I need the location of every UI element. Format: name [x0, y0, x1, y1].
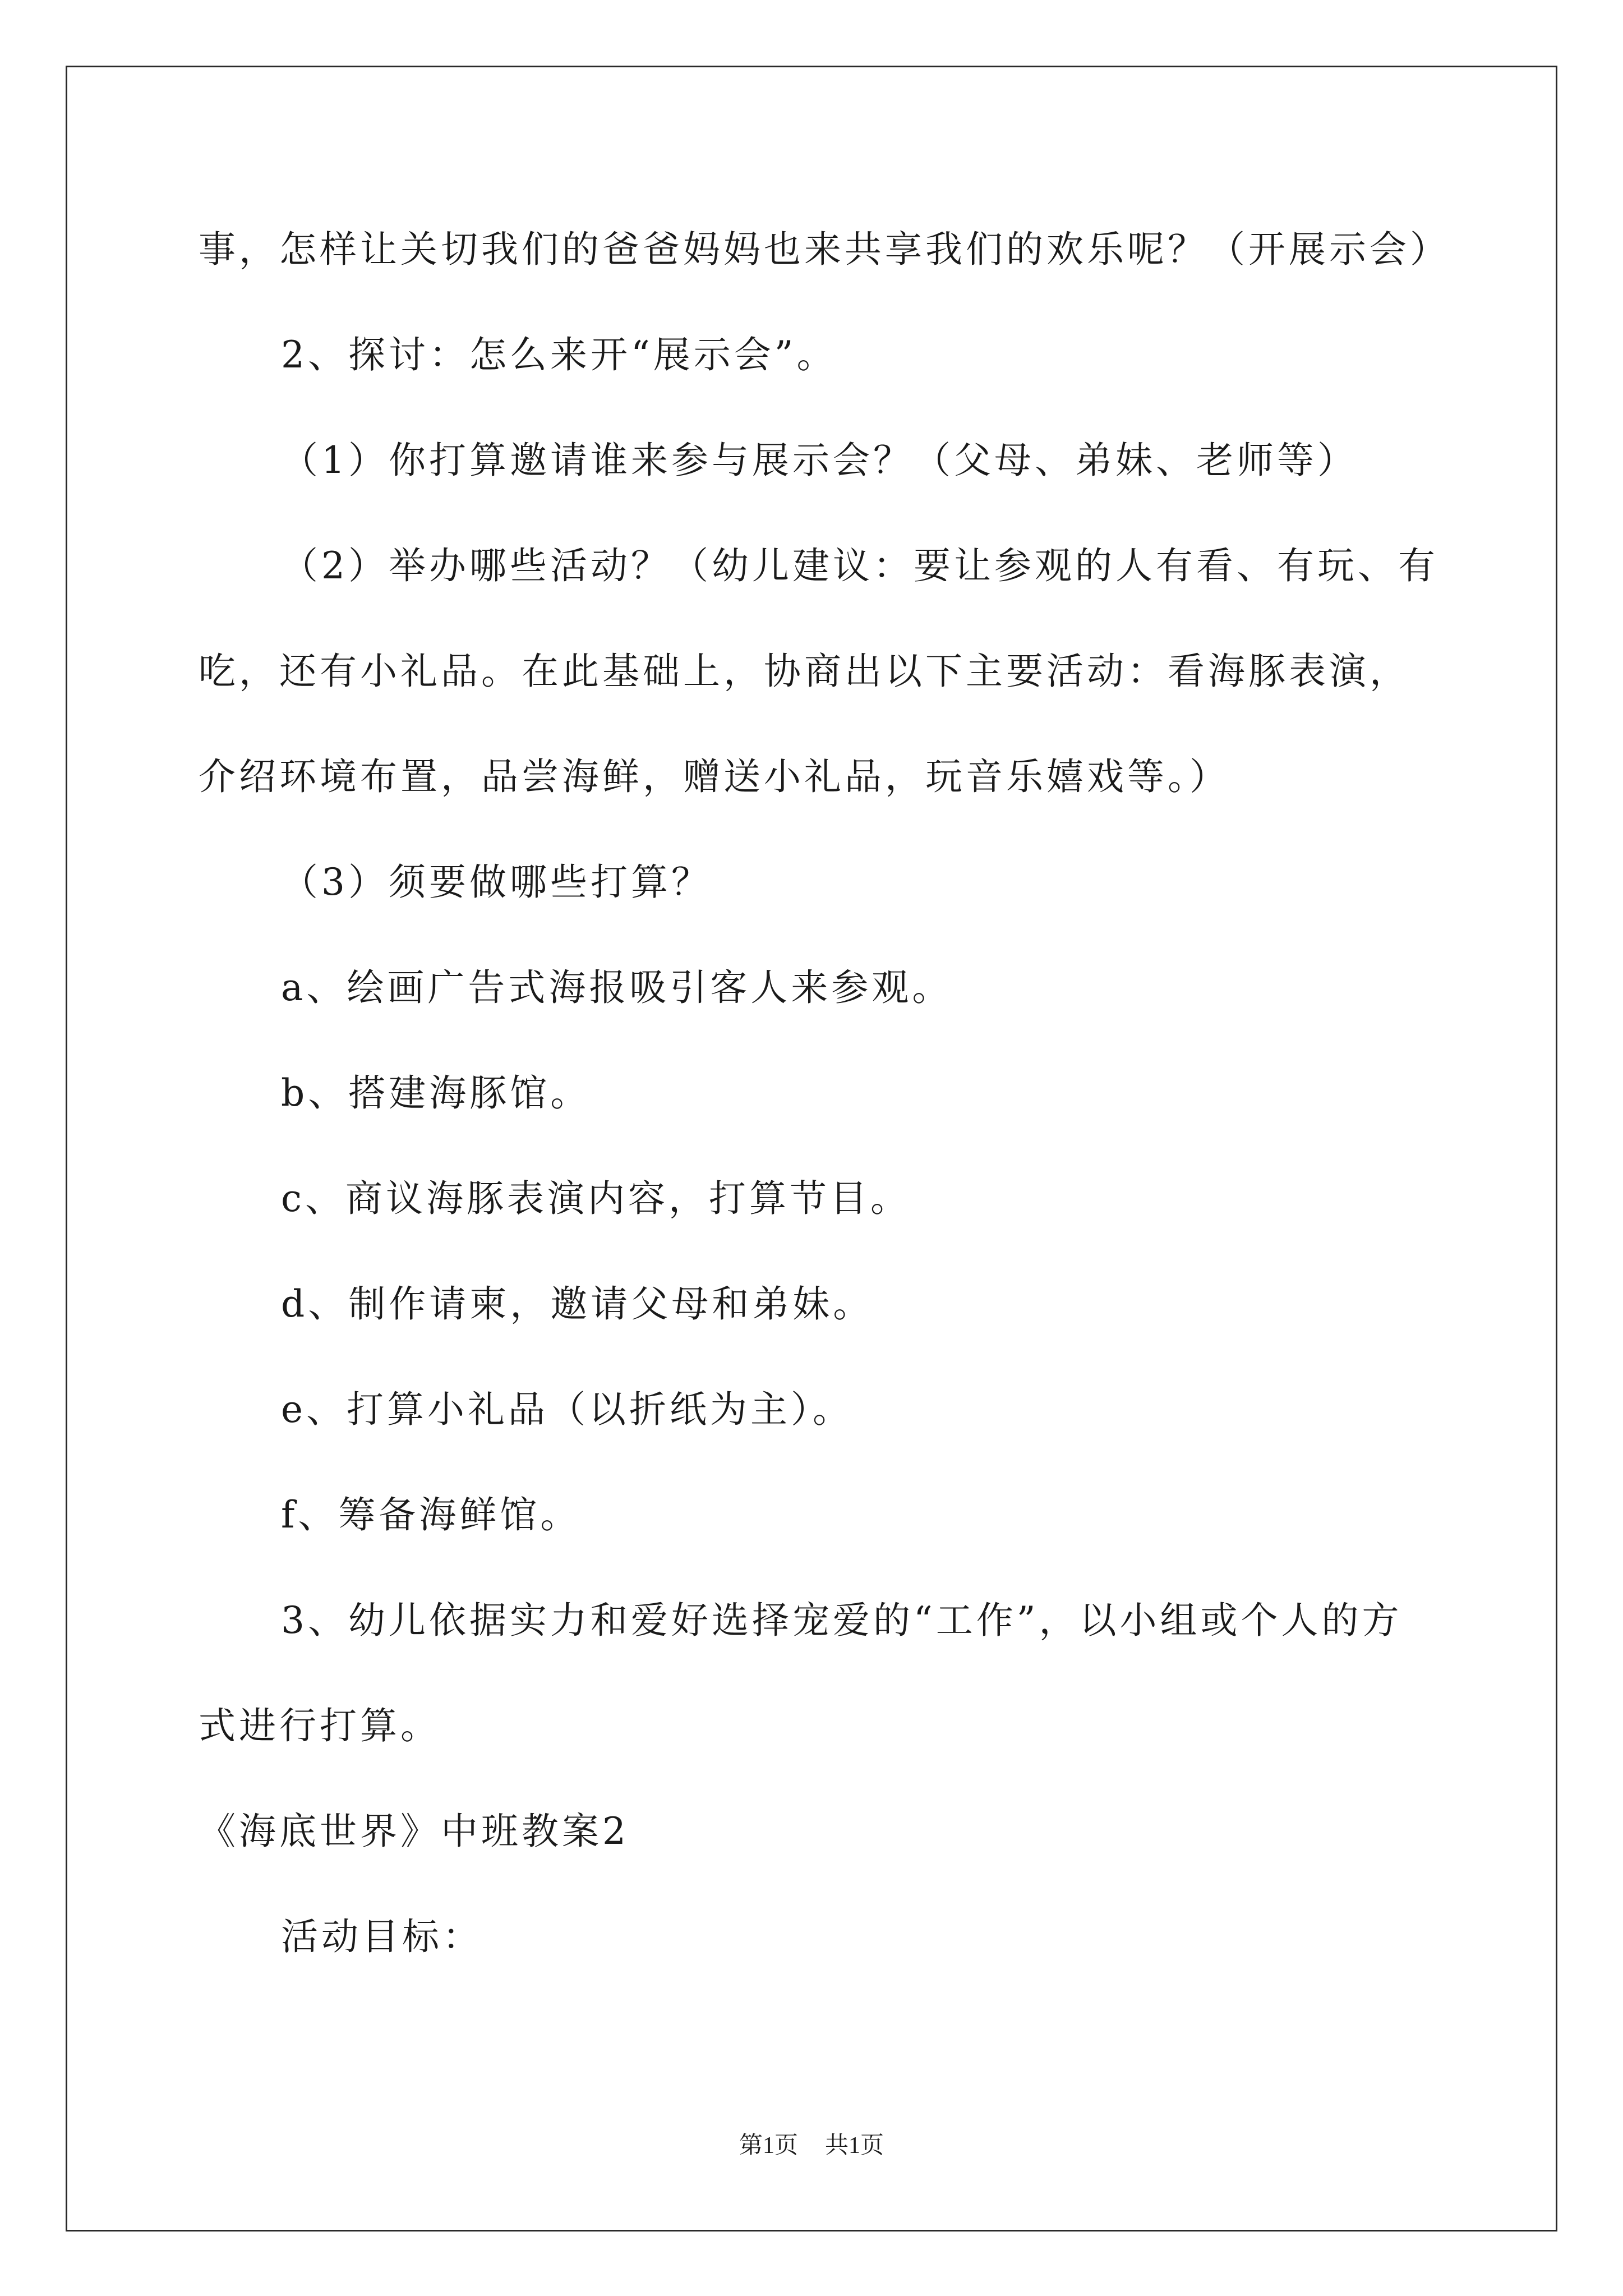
text-line-question-3: （3）须要做哪些打算？ — [281, 861, 712, 904]
text-line-activity-goals: 活动目标： — [281, 1915, 483, 1958]
text-line-item-b: b、搭建海豚馆。 — [281, 1071, 591, 1115]
page-number: 第1页 — [739, 2133, 798, 2159]
text-line-item-e: e、打算小礼品（以折纸为主）。 — [281, 1388, 854, 1431]
text-line-item-f: f、筹备海鲜馆。 — [281, 1493, 581, 1536]
text-line-question-2: （2）举办哪些活动？（幼儿建议：要让参观的人有看、有玩、有 — [281, 544, 1438, 587]
text-line-question-2-end: 介绍环境布置，品尝海鲜，赠送小礼品，玩音乐嬉戏等。） — [199, 755, 1230, 798]
text-line-item-c: c、商议海豚表演内容，打算节目。 — [281, 1177, 911, 1220]
text-line-step-3: 3、幼儿依据实力和爱好选择宠爱的“工作”，以小组或个人的方 — [281, 1599, 1403, 1642]
text-line-step-2: 2、探讨：怎么来开“展示会”。 — [281, 333, 837, 376]
text-line-step-3-cont: 式进行打算。 — [199, 1704, 441, 1747]
text-line-item-d: d、制作请柬，邀请父母和弟妹。 — [281, 1282, 874, 1326]
section-title: 《海底世界》中班教案2 — [199, 1810, 629, 1853]
text-line-question-2-cont: 吃，还有小礼品。在此基础上，协商出以下主要活动：看海豚表演， — [199, 650, 1410, 693]
page-total: 共1页 — [825, 2133, 884, 2159]
text-line-continuation: 事，怎样让关切我们的爸爸妈妈也来共享我们的欢乐呢？（开展示会） — [199, 228, 1450, 271]
text-line-question-1: （1）你打算邀请谁来参与展示会？（父母、弟妹、老师等） — [281, 439, 1358, 482]
text-line-item-a: a、绘画广告式海报吸引客人来参观。 — [281, 966, 953, 1009]
page-border — [66, 66, 1557, 2231]
page-footer — [0, 2134, 1623, 2157]
